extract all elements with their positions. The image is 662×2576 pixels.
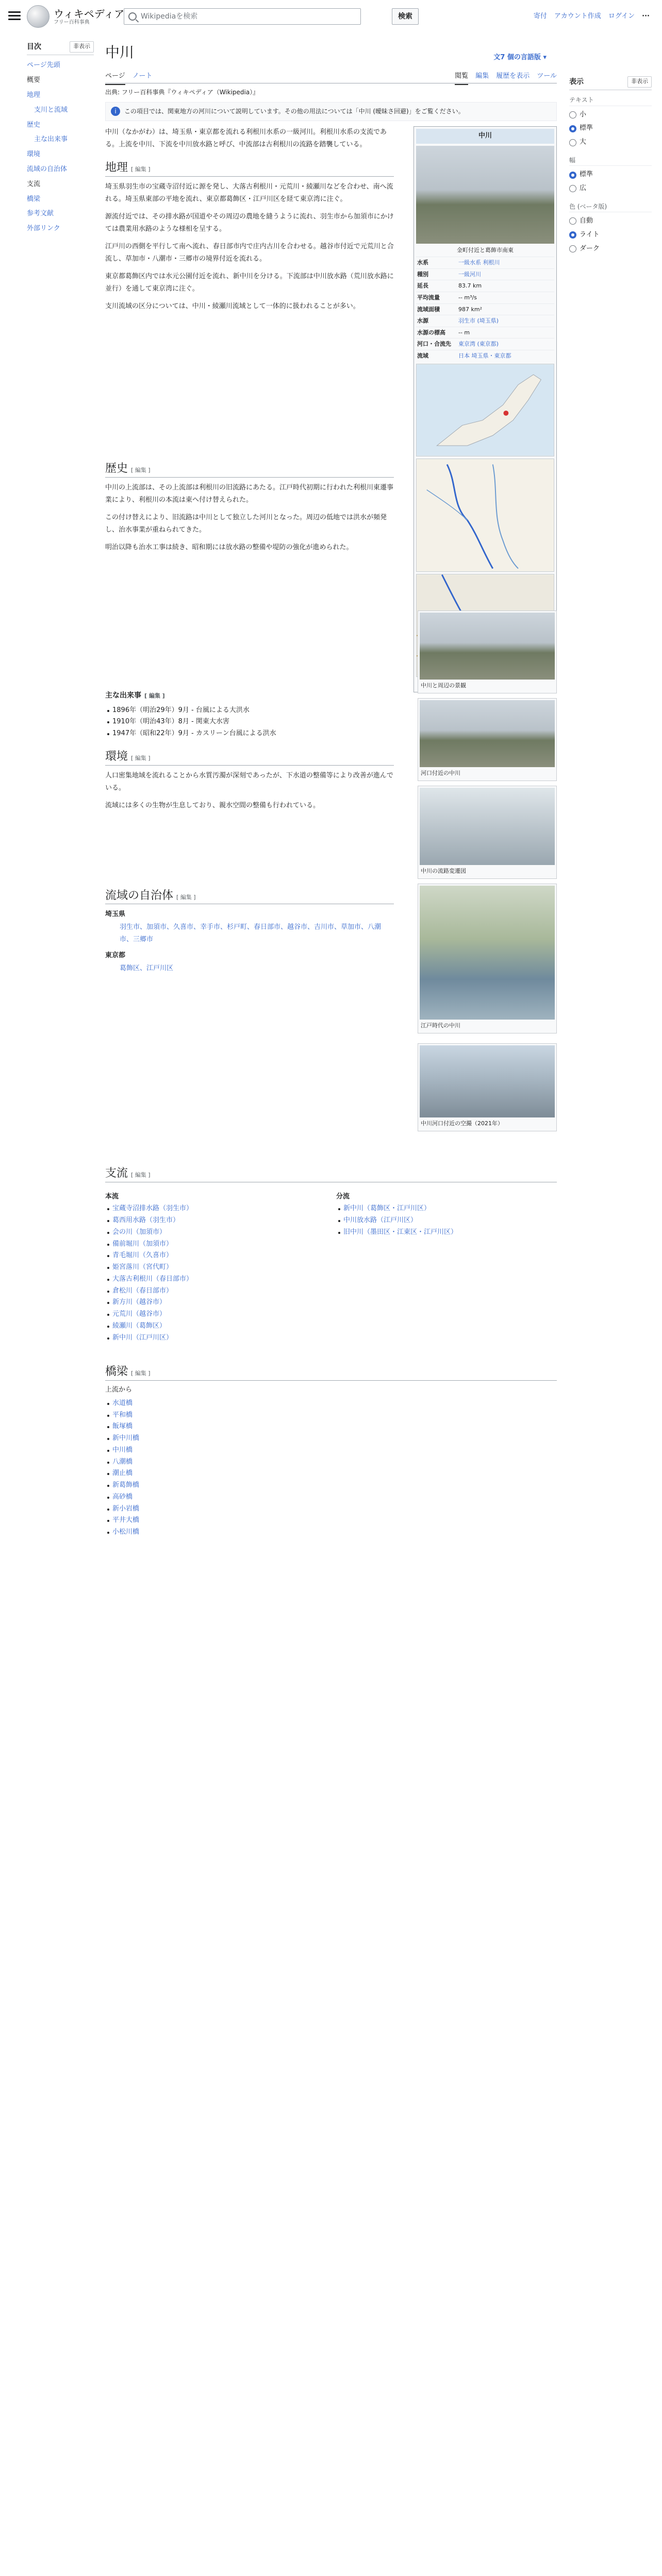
page-tabs [105,69,557,83]
section-environment: 環境 [ 編集 ] [105,749,394,766]
toc-item-tributaries-basin[interactable]: 支川と流域 [34,106,68,114]
edit-link[interactable]: [ 編集 ] [131,754,151,761]
section-tributaries: 支流 [ 編集 ] [105,1166,557,1182]
infobox-row: 河口・合流先 東京湾 (東京都) [416,338,554,350]
figure-3: 中川の流路変遷図 [418,786,557,879]
list-item[interactable]: 中川放水路（江戸川区） [336,1215,557,1227]
radio-icon [569,217,576,225]
toc-item-environment[interactable]: 環境 [27,150,41,159]
section-bridges: 橋梁 [ 編集 ] [105,1364,557,1381]
hatnote-text: この項目では、関東地方の河川について説明しています。その他の用法については「中川 (曖昧さ回避)」をご覧ください。 [124,107,465,115]
figure-3-image[interactable] [420,788,555,865]
muni-list-tokyo[interactable]: 葛飾区、江戸川区 [120,964,174,972]
geo-paragraph-5: 支川流域の区分については、中川・綾瀬川流域として一体的に扱われることが多い。 [105,302,360,311]
list-item[interactable]: 新中川（葛飾区・江戸川区） [336,1203,557,1215]
list-item: 1896年（明治29年）9月 - 台風による大洪水 [105,705,394,717]
basin-map[interactable] [416,459,554,572]
edit-link[interactable]: [ 編集 ] [131,165,151,173]
intro-paragraph: 中川（なかがわ）は、埼玉県・東京都を流れる利根川水系の一級河川。利根川水系の支流である。上流を中川、下流を中川放水路と呼び、中流部は古利根川の流路を踏襲している。 [105,128,387,148]
infobox-row: 水源 羽生市 (埼玉県) [416,315,554,327]
basin-map-icon [417,459,554,571]
infobox-row: 種別 一級河川 [416,268,554,280]
edit-link[interactable]: [ 編集 ] [144,692,165,700]
figure-4-image[interactable] [420,886,555,1020]
list-item[interactable]: 八潮橋 [105,1456,557,1468]
infobox-row: 流域 日本 埼玉県・東京都 [416,350,554,362]
header [0,0,662,33]
text-size-standard[interactable]: 標準 [569,122,652,135]
infobox-title: 中川 [416,129,554,144]
edit-link[interactable]: [ 編集 ] [131,467,151,474]
bridges-order: 上流から [105,1386,133,1394]
toc-item-external-links[interactable]: 外部リンク [27,225,60,233]
env-paragraph-2: 流域には多くの生物が生息しており、親水空間の整備も行われている。 [105,801,320,809]
search-icon [128,12,137,21]
location-map-japan[interactable] [416,364,554,456]
toc-item-history[interactable]: 歴史 [27,121,41,129]
figure-2-image[interactable] [420,700,555,767]
color-light[interactable]: ライト [569,228,652,242]
edit-link[interactable]: [ 編集 ] [131,1370,151,1377]
figure-4: 江戸時代の中川 [418,884,557,1034]
tab-article[interactable]: ページ [105,71,125,85]
list-item[interactable]: 飯塚橋 [105,1421,557,1433]
logo-title: ウィキペディア [54,7,125,20]
infobox-caption: 金町付近と葛飾市南東 [457,246,514,253]
edit-link[interactable]: [ 編集 ] [176,893,196,901]
hatnote [105,102,557,121]
appearance-panel [569,76,652,262]
japan-map-icon [417,364,554,456]
infobox-row: 延長 83.7 km [416,280,554,292]
tributaries-list [105,1203,326,1344]
main-content [105,43,557,2576]
pref-tokyo: 東京都 [105,952,126,960]
figure-1: 中川と周辺の景観 [418,611,557,694]
env-paragraph-1: 人口密集地域を流れることから水質汚濁が深刻であったが、下水道の整備等により改善が進んでいる。 [105,771,393,792]
list-item[interactable]: 旧中川（墨田区・江東区・江戸川区） [336,1227,557,1239]
list-item[interactable]: 平井大橋 [105,1515,557,1527]
site-logo[interactable] [27,5,124,28]
text-size-large[interactable]: 大 [569,135,652,149]
list-item: 1910年（明治43年）8月 - 関東大水害 [105,716,394,728]
toc-item-municipalities[interactable]: 流域の自治体 [27,165,68,173]
hist-paragraph-3: 明治以降も治水工事は続き、昭和期には放水路の整備や堤防の強化が進められた。 [105,544,353,552]
list-item[interactable]: 葛西用水路（羽生市） [105,1215,326,1227]
page-title: 中川 [105,44,135,61]
figure-1-image[interactable] [420,613,555,680]
radio-selected-icon [569,125,576,132]
tab-talk[interactable]: ノート [132,72,153,80]
branches-list [336,1203,557,1238]
section-events: 主な出来事 [ 編集 ] [105,691,165,700]
geo-paragraph-1: 埼玉県羽生市の宝蔵寺沼付近に源を発し、大落古利根川・元荒川・綾瀬川などを合わせ、南へ流れる。埼玉県東部の平地を流れ、東京都葛飾区・江戸川区を経て東京湾に注ぐ。 [105,182,393,203]
appearance-hide-button[interactable]: 非表示 [627,76,652,88]
list-item[interactable]: 新葛飾橋 [105,1480,557,1492]
toc-item-tributaries[interactable]: 支流 [27,180,41,188]
list-item[interactable]: 大落古利根川（春日部市） [105,1274,326,1285]
tab-edit[interactable]: 編集 [475,72,489,80]
width-title: 幅 [569,156,652,166]
color-title: 色 (ベータ版) [569,202,652,212]
list-item[interactable]: 綾瀬川（葛飾区） [105,1320,326,1332]
search-input[interactable] [124,8,361,25]
width-standard[interactable]: 標準 [569,168,652,182]
figure-5-image[interactable] [420,1045,555,1117]
toc-item-overview[interactable]: 概要 [27,76,41,84]
list-item[interactable]: 潮止橋 [105,1468,557,1480]
geo-paragraph-3: 江戸川の西側を平行して南へ流れ、春日部市内で庄内古川を合わせる。越谷市付近で元荒川と合流し、草加市・八潮市・三郷市の境界付近を流れる。 [105,242,394,263]
river-photo[interactable] [416,146,554,244]
radio-icon [569,111,576,118]
list-item[interactable]: 水道橋 [105,1398,557,1410]
hist-paragraph-1: 中川の上流部は、その上流部は利根川の旧流路にあたる。江戸時代初期に行われた利根川東遷事業により、利根川の本流は東へ付け替えられた。 [105,483,394,504]
toc-item-bridges[interactable]: 橋梁 [27,195,41,203]
section-geography: 地理 [ 編集 ] [105,160,394,177]
geo-paragraph-2: 源流付近では、その排水路が国道やその周辺の農地を縫うように流れ、羽生市から加須市にかけては農業用水路のような様相を呈する。 [105,212,394,233]
bridges-list [105,1398,557,1538]
article-body [105,126,394,974]
trib-heading-branch: 分流 [336,1192,350,1200]
text-size-title: テキスト [569,95,652,106]
radio-icon [569,139,576,146]
list-item[interactable]: 新方川（越谷市） [105,1297,326,1309]
create-account-link[interactable]: アカウント作成 [554,12,601,20]
section-history: 歴史 [ 編集 ] [105,461,394,478]
list-item[interactable]: 小松川橋 [105,1527,557,1538]
tab-history[interactable]: 履歴を表示 [496,72,530,80]
donate-link[interactable]: 寄付 [533,12,547,20]
list-item[interactable]: 新中川（江戸川区） [105,1332,326,1344]
figure-2: 河口付近の中川 [418,698,557,782]
geo-paragraph-4: 東京都葛飾区内では水元公園付近を流れ、新中川を分ける。下流部は中川放水路（荒川放水路に並行）を通して東京湾に注ぐ。 [105,272,394,293]
search-placeholder: Wikipediaを検索 [141,12,198,21]
radio-selected-icon [569,231,576,239]
text-size-small[interactable]: 小 [569,108,652,122]
infobox [413,126,557,692]
radio-icon [569,185,576,192]
list-item[interactable]: 高砂橋 [105,1492,557,1503]
search-button[interactable]: 検索 [392,8,419,25]
list-item[interactable]: 新小岩橋 [105,1503,557,1515]
infobox-row: 流域面積 987 km² [416,303,554,315]
section-municipalities: 流域の自治体 [ 編集 ] [105,888,394,905]
main-menu-icon[interactable] [8,9,21,22]
toc-item-geography[interactable]: 地理 [27,91,41,99]
more-options-icon[interactable]: ··· [642,12,650,20]
radio-selected-icon [569,172,576,179]
muni-list-saitama[interactable]: 羽生市、加須市、久喜市、幸手市、杉戸町、春日部市、越谷市、吉川市、草加市、八潮市、三郷市 [120,923,382,943]
user-links [534,11,650,22]
list-item[interactable]: 元荒川（越谷市） [105,1309,326,1320]
list-item[interactable]: 新中川橋 [105,1433,557,1445]
login-link[interactable]: ログイン [608,12,635,20]
list-item[interactable]: 姫宮落川（宮代町） [105,1262,326,1274]
list-item: 1947年（昭和22年）9月 - カスリーン台風による洪水 [105,728,394,740]
language-button[interactable]: 文7 個の言語版 ▾ [493,54,547,61]
color-auto[interactable]: 自動 [569,214,652,228]
toc-heading: 目次 [27,43,41,51]
table-of-contents [27,41,94,236]
edit-link[interactable]: [ 編集 ] [131,1171,151,1178]
source-line: 出典: フリー百科事典『ウィキペディア（Wikipedia）』 [105,89,259,96]
wikipedia-globe-icon [27,5,49,28]
color-dark[interactable]: ダーク [569,242,652,256]
list-item[interactable]: 会の川（加須市） [105,1227,326,1239]
list-item[interactable]: 宝蔵寺沼排水路（羽生市） [105,1203,326,1215]
toc-item-references[interactable]: 参考文献 [27,210,54,218]
figure-5: 中川河口付近の空撮（2021年） [418,1043,557,1132]
list-item[interactable]: 中川橋 [105,1445,557,1456]
radio-icon [569,245,576,252]
list-item[interactable]: 青毛堀川（久喜市） [105,1250,326,1262]
width-wide[interactable]: 広 [569,182,652,196]
events-list [105,705,394,740]
toc-hide-button[interactable]: 非表示 [70,41,94,53]
infobox-row: 水系 一級水系 利根川 [416,257,554,268]
toc-item-events[interactable]: 主な出来事 [34,135,68,144]
appearance-heading: 表示 [569,78,584,86]
hist-paragraph-2: この付け替えにより、旧流路は中川として独立した河川となった。周辺の低地では洪水が頻発し、治水事業が重ねられてきた。 [105,513,387,534]
trib-heading-main: 本流 [105,1192,119,1200]
toc-item-top[interactable]: ページ先頭 [27,61,60,70]
infobox-row: 平均流量 -- m³/s [416,292,554,303]
list-item[interactable]: 倉松川（春日部市） [105,1285,326,1297]
list-item[interactable]: 備前堀川（加須市） [105,1239,326,1250]
infobox-row: 水源の標高 -- m [416,327,554,338]
pref-saitama: 埼玉県 [105,910,126,919]
tab-read[interactable]: 閲覧 [455,71,468,85]
list-item[interactable]: 平和橋 [105,1410,557,1421]
info-icon: i [111,107,120,116]
logo-subtitle: フリー百科事典 [54,19,90,25]
tab-tools[interactable]: ツール [537,72,557,80]
